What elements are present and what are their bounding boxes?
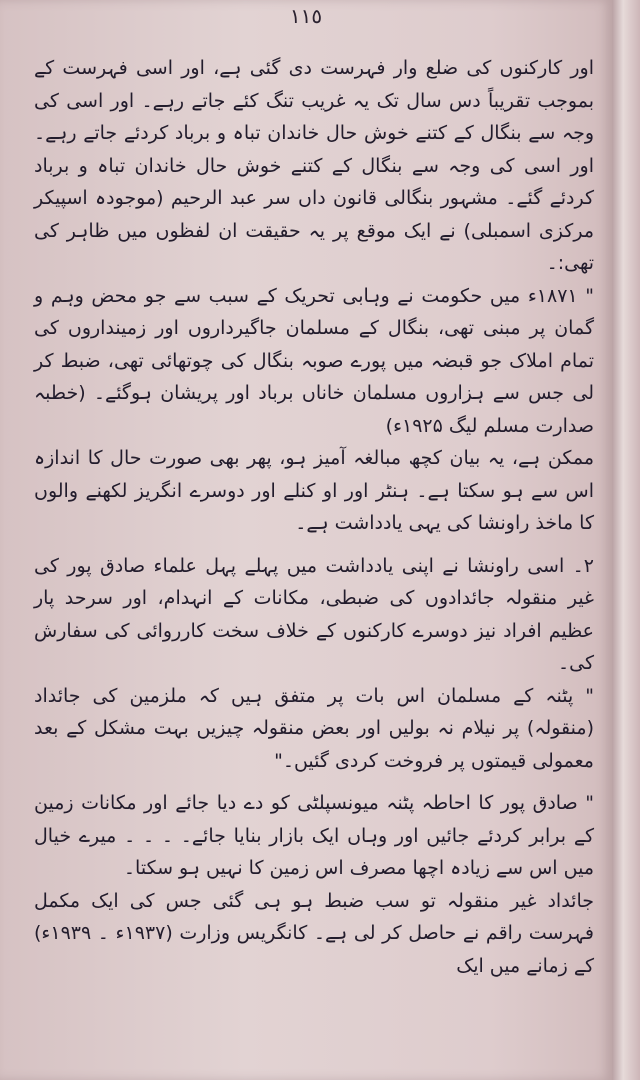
paragraph: ۲۔ اسی راونشا نے اپنی یادداشت میں پہلے پہل علماء صادق پور کی غیر منقولہ جائدادوں کی ضبطی، مکانات کے انہدام، اور سرحد پار عظیم افراد نیز دوسرے کارکنوں کے خلاف سخت کارروائی کی سفارش کی۔ [34,554,594,674]
paragraph: جائداد غیر منقولہ تو سب ضبط ہو ہی گئی جس کی ایک مکمل فہرست راقم نے حاصل کر لی ہے۔ کانگریس وزارت (۱۹۳۷ء ۔ ۱۹۳۹ء) کے زمانے میں ایک [34,889,594,977]
quotation: " پٹنہ کے مسلمان اس بات پر متفق ہیں کہ ملزمین کی جائداد (منقولہ) پر نیلام نہ بولیں اور بعض منقولہ چیزیں بہت مشکل کے بعد معمولی قیمتوں پر فروخت کردی گئیں۔" [34,684,594,772]
page-edge [612,0,640,1080]
page-body [34,52,594,982]
paragraph: اور کارکنوں کی ضلع وار فہرست دی گئی ہے، اور اسی فہرست کے بموجب تقریباً دس سال تک یہ غریب تنگ کئے جاتے رہے۔ اور اسی کی وجہ سے بنگال کے کتنے خوش حال خاندان تباہ و برباد کردئے جاتے رہے۔ اور اسی کی وجہ سے بنگال کے کتنے خوش حال خاندان تباہ و برباد کردئے گئے۔ مشہور بنگالی قانون داں سر عبد الرحیم (موجودہ اسپیکر مرکزی اسمبلی) نے ایک موقع پر یہ حقیقت ان لفظوں میں ظاہر کی تھی:۔ [34,57,594,274]
quotation: " صادق پور کا احاطہ پٹنہ میونسپلٹی کو دے دیا جائے اور مکانات زمین کے برابر کردئے جائیں اور وہاں ایک بازار بنایا جائے۔ ۔ ۔ ۔ میرے خیال میں اس سے زیادہ اچھا مصرف اس زمین کا نہیں ہو سکتا۔ [34,792,594,879]
page-number: ١١٥ [289,4,323,28]
quotation: " ۱۸۷۱ء میں حکومت نے وہابی تحریک کے سبب سے جو محض وہم و گمان پر مبنی تھی، بنگال کے مسلمان جاگیرداروں اور زمینداروں کی تمام املاک جو قبضہ میں پورے صوبہ بنگال کی چوتھائی تھی، ضبط کر لی جس سے ہزاروں مسلمان خاناں برباد اور پریشان ہوگئے۔ (خطبہ صدارت مسلم لیگ ۱۹۲۵ء) [34,284,595,437]
paragraph: ممکن ہے، یہ بیان کچھ مبالغہ آمیز ہو، پھر بھی صورت حال کا اندازہ اس سے ہو سکتا ہے۔ ہنٹر اور او کنلے اور دوسرے انگریز لکھنے والوں کا ماخذ راونشا کی یہی یادداشت ہے۔ [34,447,594,534]
